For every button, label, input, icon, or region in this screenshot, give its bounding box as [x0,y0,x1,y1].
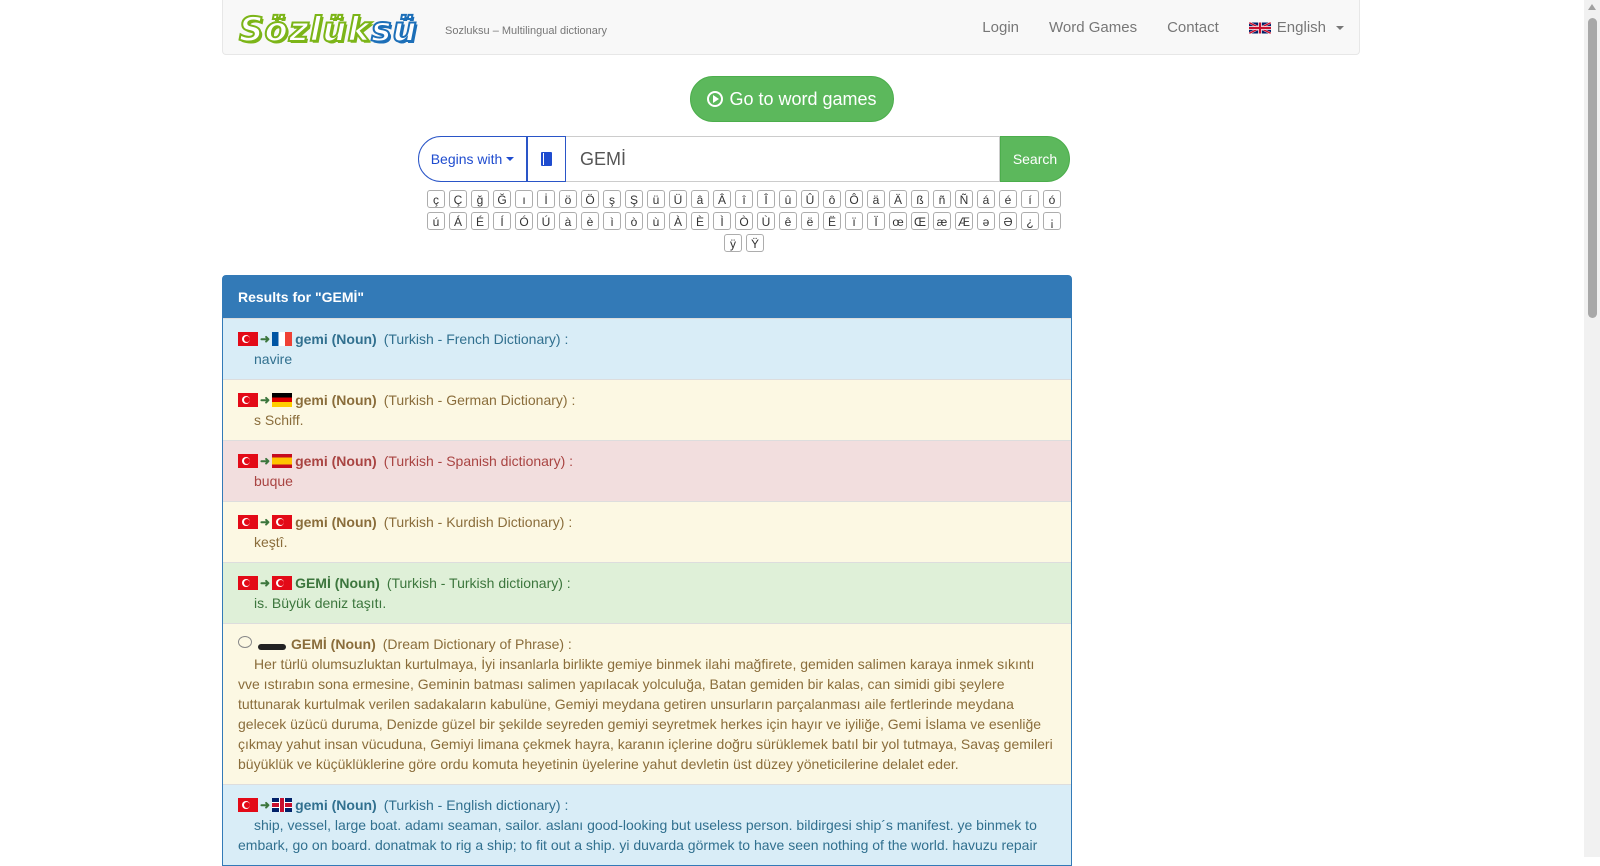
special-char-button[interactable]: ú [427,212,445,230]
special-char-button[interactable]: ¿ [1021,212,1039,230]
special-char-button[interactable]: Ğ [493,190,511,208]
special-char-button[interactable]: à [559,212,577,230]
arrow-right-icon: ➜ [260,798,271,812]
special-char-button[interactable]: Ä [889,190,907,208]
result-meaning: ship, vessel, large boat. adamı seaman, sailor. aslanı good-looking but useless person. bildirgesi ship´s manifest. ye binmek to embark, go on board. donatmak to rig a ship; to fit out a ship. yi duvarda görmek to have seen nothing of the world. havuzu repair [238,817,1038,853]
result-dictionary-name: (Turkish - Turkish dictionary) : [386,575,571,591]
arrow-right-icon: ➜ [260,576,271,590]
chevron-down-icon [506,157,514,161]
special-char-button[interactable]: Ÿ [746,234,764,252]
special-char-button[interactable]: Á [449,212,467,230]
special-char-button[interactable]: ş [603,190,621,208]
result-meaning: s Schiff. [254,412,304,428]
es-flag-icon [272,454,292,468]
special-char-button[interactable]: ì [603,212,621,230]
en-flag-icon [272,798,292,812]
result-dictionary-name: (Turkish - German Dictionary) : [383,392,576,408]
fr-flag-icon [272,332,292,346]
result-dictionary-name: (Turkish - English dictionary) : [383,797,569,813]
tr-flag-icon [272,515,292,529]
special-char-button[interactable]: Ş [625,190,643,208]
special-char-button[interactable]: Œ [911,212,929,230]
special-char-button[interactable]: Ç [449,190,467,208]
special-char-button[interactable]: Ö [581,190,599,208]
result-item [223,562,1071,623]
special-char-button[interactable]: ñ [933,190,951,208]
special-char-button[interactable]: Æ [955,212,973,230]
de-flag-icon [272,393,292,407]
search-bar [418,136,1070,182]
result-header [238,329,1056,349]
tr-flag-icon [238,798,258,812]
result-header [238,451,1056,471]
go-to-word-games-button[interactable] [690,76,894,122]
scroll-up-arrow-icon[interactable] [1588,4,1596,10]
result-header [238,795,1056,815]
result-word-link[interactable]: gemi (Noun) [295,797,377,813]
tr-flag-icon [238,515,258,529]
result-meaning: is. Büyük deniz taşıtı. [254,595,387,611]
search-button[interactable]: Search [1000,136,1070,182]
special-char-button[interactable]: ¡ [1043,212,1061,230]
dictionary-select-button[interactable] [527,136,566,182]
search-mode-label: Begins with [430,151,503,167]
arrow-right-icon: ➜ [260,454,271,468]
special-char-button[interactable]: À [669,212,687,230]
special-char-button[interactable]: İ [537,190,555,208]
search-input[interactable] [566,136,1000,182]
tr-flag-icon [238,332,258,346]
nav-links [967,0,1359,55]
special-char-button[interactable]: Ë [823,212,841,230]
special-char-button[interactable]: ö [559,190,577,208]
result-meaning: navire [254,351,293,367]
special-char-button[interactable]: ê [779,212,797,230]
result-word-link[interactable]: gemi (Noun) [295,453,377,469]
special-char-button[interactable]: Ú [537,212,555,230]
special-char-button[interactable]: Ó [515,212,533,230]
scrollbar-thumb[interactable] [1588,18,1597,318]
special-char-button[interactable]: Ò [735,212,753,230]
arrow-right-icon: ➜ [260,515,271,529]
special-char-button[interactable]: È [691,212,709,230]
result-item [223,440,1071,501]
result-header [238,634,1056,654]
special-char-button[interactable]: ğ [471,190,489,208]
navbar [222,0,1360,55]
play-circle-icon [707,91,723,107]
special-char-button[interactable]: í [1021,190,1039,208]
special-char-button[interactable]: ò [625,212,643,230]
special-char-button[interactable]: û [779,190,797,208]
special-char-button[interactable]: œ [889,212,907,230]
special-char-button[interactable]: æ [933,212,951,230]
nav-word-games-link[interactable]: Word Games [1049,19,1138,36]
special-char-button[interactable]: ó [1043,190,1061,208]
special-char-button[interactable]: ë [801,212,819,230]
language-label: English [1276,19,1326,36]
language-dropdown[interactable] [1234,19,1359,36]
special-char-button[interactable]: Ə [999,212,1017,230]
tr-flag-icon [238,393,258,407]
arrow-right-icon: ➜ [260,393,271,407]
special-char-button[interactable]: Ô [845,190,863,208]
result-dictionary-name: (Dream Dictionary of Phrase) : [382,636,572,652]
result-dictionary-name: (Turkish - Spanish dictionary) : [383,453,574,469]
page-scrollbar[interactable] [1584,0,1600,857]
result-word-link[interactable]: gemi (Noun) [295,331,377,347]
special-char-button[interactable]: Ü [669,190,687,208]
go-to-word-games-label: Go to word games [729,88,877,109]
result-word-link[interactable]: gemi (Noun) [295,392,377,408]
special-char-button[interactable]: É [471,212,489,230]
result-item [223,784,1071,865]
special-char-button[interactable]: ß [911,190,929,208]
tr-flag-icon [238,576,258,590]
site-logo[interactable]: Sözlüksü [239,10,418,50]
special-characters-keyboard [418,189,1070,255]
special-char-button[interactable]: Û [801,190,819,208]
special-char-button[interactable]: è [581,212,599,230]
special-char-button[interactable]: ÿ [724,234,742,252]
special-char-button[interactable]: Ï [867,212,885,230]
special-char-button[interactable]: ä [867,190,885,208]
tr-flag-icon [272,576,292,590]
special-char-button[interactable]: ə [977,212,995,230]
special-char-button[interactable]: á [977,190,995,208]
special-char-button[interactable]: â [691,190,709,208]
special-char-button[interactable]: Ñ [955,190,973,208]
result-meaning: Her türlü olumsuzluktan kurtulmaya, İyi insanlarla birlikte gemiye binmek ilahi mağfirete, gemiden salimen karaya inmek sıkıntı vve ıstırabın sona ermesine, Geminin batması salimen yapılacak yolculuğa, Batan gemiden bir kalas, can simidi gibi şeylere tuttunarak kurtulmak verilen sadakaların kabulüne, Gemiyi meydana getiren unsurların parçalanması aile fertlerinde meydana gelecek üzücü duruma, Denizde güzel bir şekilde seyreden gemiyi seyretmek herkes için hayır ve iyiliğe, Gemi İslama ve esenliğe çıkmay yahut insan vücuduna, Gemiyi limana çekmek hayra, karanın içlerine doğru sürüklemek batıl bir yol tutmaya, Savaş gemileri büyüklük ve küçüklüklerine göre ordu komuta heyetinin üyelerine yahut devletin üst düzey yöneticilerine delalet eder. [238,656,1053,772]
result-header [238,390,1056,410]
special-char-button[interactable]: Î [757,190,775,208]
result-dictionary-name: (Turkish - French Dictionary) : [383,331,569,347]
site-tagline: Sozluksu – Multilingual dictionary [445,25,608,37]
results-panel [222,275,1072,866]
nav-contact-link[interactable]: Contact [1167,19,1219,36]
special-char-button[interactable]: ï [845,212,863,230]
result-header [238,512,1056,532]
result-word-link[interactable]: gemi (Noun) [295,514,377,530]
result-word-link[interactable]: GEMİ (Noun) [291,636,376,652]
tr-flag-icon [238,454,258,468]
special-char-button[interactable]: ô [823,190,841,208]
result-item [223,501,1071,562]
result-meaning: buque [254,473,293,489]
uk-flag-icon [1249,20,1271,36]
result-item [223,623,1071,784]
result-header [238,573,1056,593]
special-char-button[interactable]: ç [427,190,445,208]
special-char-button[interactable]: Í [493,212,511,230]
nav-login-link[interactable]: Login [982,19,1019,36]
result-word-link[interactable]: GEMİ (Noun) [295,575,380,591]
result-meaning: keştî. [254,534,288,550]
chevron-down-icon [1336,26,1344,30]
book-icon [541,152,552,166]
special-char-button[interactable]: Ù [757,212,775,230]
special-char-button[interactable]: Ì [713,212,731,230]
dream-icon [238,636,288,652]
results-list [223,318,1071,865]
special-char-button[interactable]: ù [647,212,665,230]
result-dictionary-name: (Turkish - Kurdish Dictionary) : [383,514,573,530]
special-char-button[interactable]: î [735,190,753,208]
special-char-button[interactable]: é [999,190,1017,208]
results-title: Results for "GEMİ" [223,276,1071,318]
special-char-button[interactable]: Â [713,190,731,208]
result-item [223,318,1071,379]
result-item [223,379,1071,440]
arrow-right-icon: ➜ [260,332,271,346]
search-mode-dropdown[interactable] [418,136,527,182]
special-char-button[interactable]: ü [647,190,665,208]
special-char-button[interactable]: ı [515,190,533,208]
